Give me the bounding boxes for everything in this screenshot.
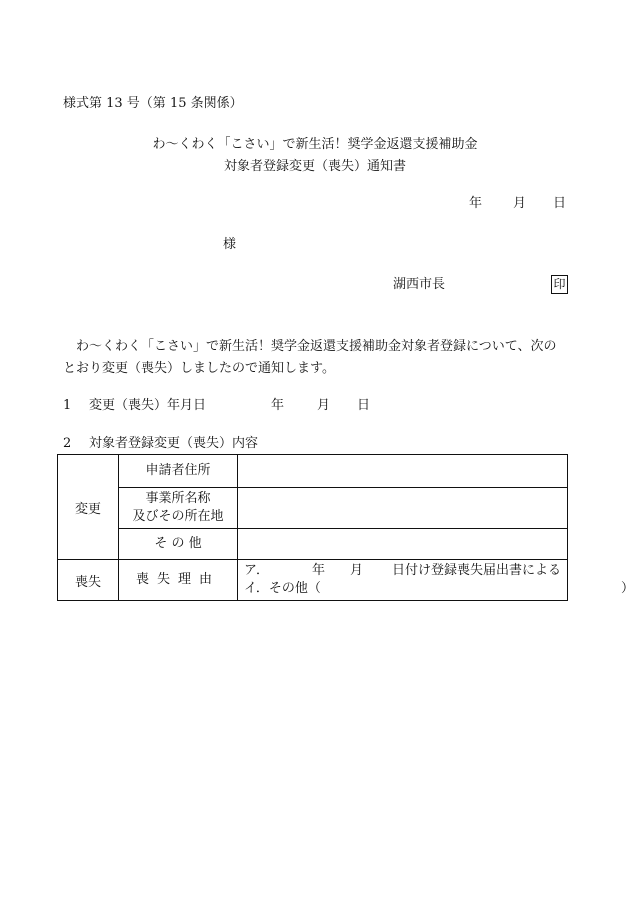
other-label: そ の 他: [119, 529, 238, 560]
issue-date-year: 年: [468, 196, 482, 211]
table-row: [58, 560, 568, 601]
item-1-label: 変更（喪失）年月日: [89, 398, 207, 413]
document-title-line-2: 対象者登録変更（喪失）通知書: [223, 159, 406, 174]
addressee-suffix: 様: [223, 237, 237, 252]
loss-reason-label: 喪失理由: [119, 560, 238, 601]
office-name-label: [119, 488, 238, 529]
document-title-line-1: わ～くわく「こさい」で新生活！奨学金返還支援補助金: [152, 137, 478, 152]
item-1-change-date: [63, 399, 370, 412]
issue-date-month: 月: [512, 196, 526, 211]
applicant-address-label: 申請者住所: [119, 455, 238, 488]
office-name-value[interactable]: [238, 488, 568, 529]
table-row: [58, 488, 568, 529]
item-2-label: 対象者登録変更（喪失）内容: [89, 436, 259, 451]
item-2-heading: [63, 437, 258, 450]
office-name-label-line-2: 及びその所在地: [132, 509, 224, 524]
loss-reason-value[interactable]: [238, 560, 634, 601]
table-row: [58, 455, 568, 488]
item-1-year: 年: [271, 398, 285, 413]
item-1-number: 1: [63, 398, 72, 413]
other-value[interactable]: [238, 529, 568, 560]
form-number: 様式第 13 号（第 15 条関係）: [63, 96, 243, 111]
issue-date-day: 日: [552, 196, 566, 211]
body-text: わ～くわく「こさい」で新生活！奨学金返還支援補助金対象者登録について、次のとおり変更（喪失）しましたので通知します。: [63, 339, 557, 376]
issue-date: [469, 197, 566, 210]
item-2-number: 2: [63, 436, 72, 451]
sender-title: 湖西市長: [393, 277, 446, 292]
loss-category-cell: 喪失: [58, 560, 119, 601]
change-contents-table: [57, 454, 634, 601]
reason-option-a: ア． 年 月 日付け登録喪失届出書による: [244, 563, 562, 578]
item-1-month: 月: [317, 398, 331, 413]
office-name-label-line-1: 事業所名称: [145, 491, 211, 506]
table-row: [58, 529, 568, 560]
applicant-address-value[interactable]: [238, 455, 568, 488]
item-1-day: 日: [357, 398, 371, 413]
reason-option-b: イ．その他（ ）: [244, 581, 634, 596]
change-category-cell: 変更: [58, 455, 119, 560]
seal-mark: 印: [551, 275, 568, 294]
